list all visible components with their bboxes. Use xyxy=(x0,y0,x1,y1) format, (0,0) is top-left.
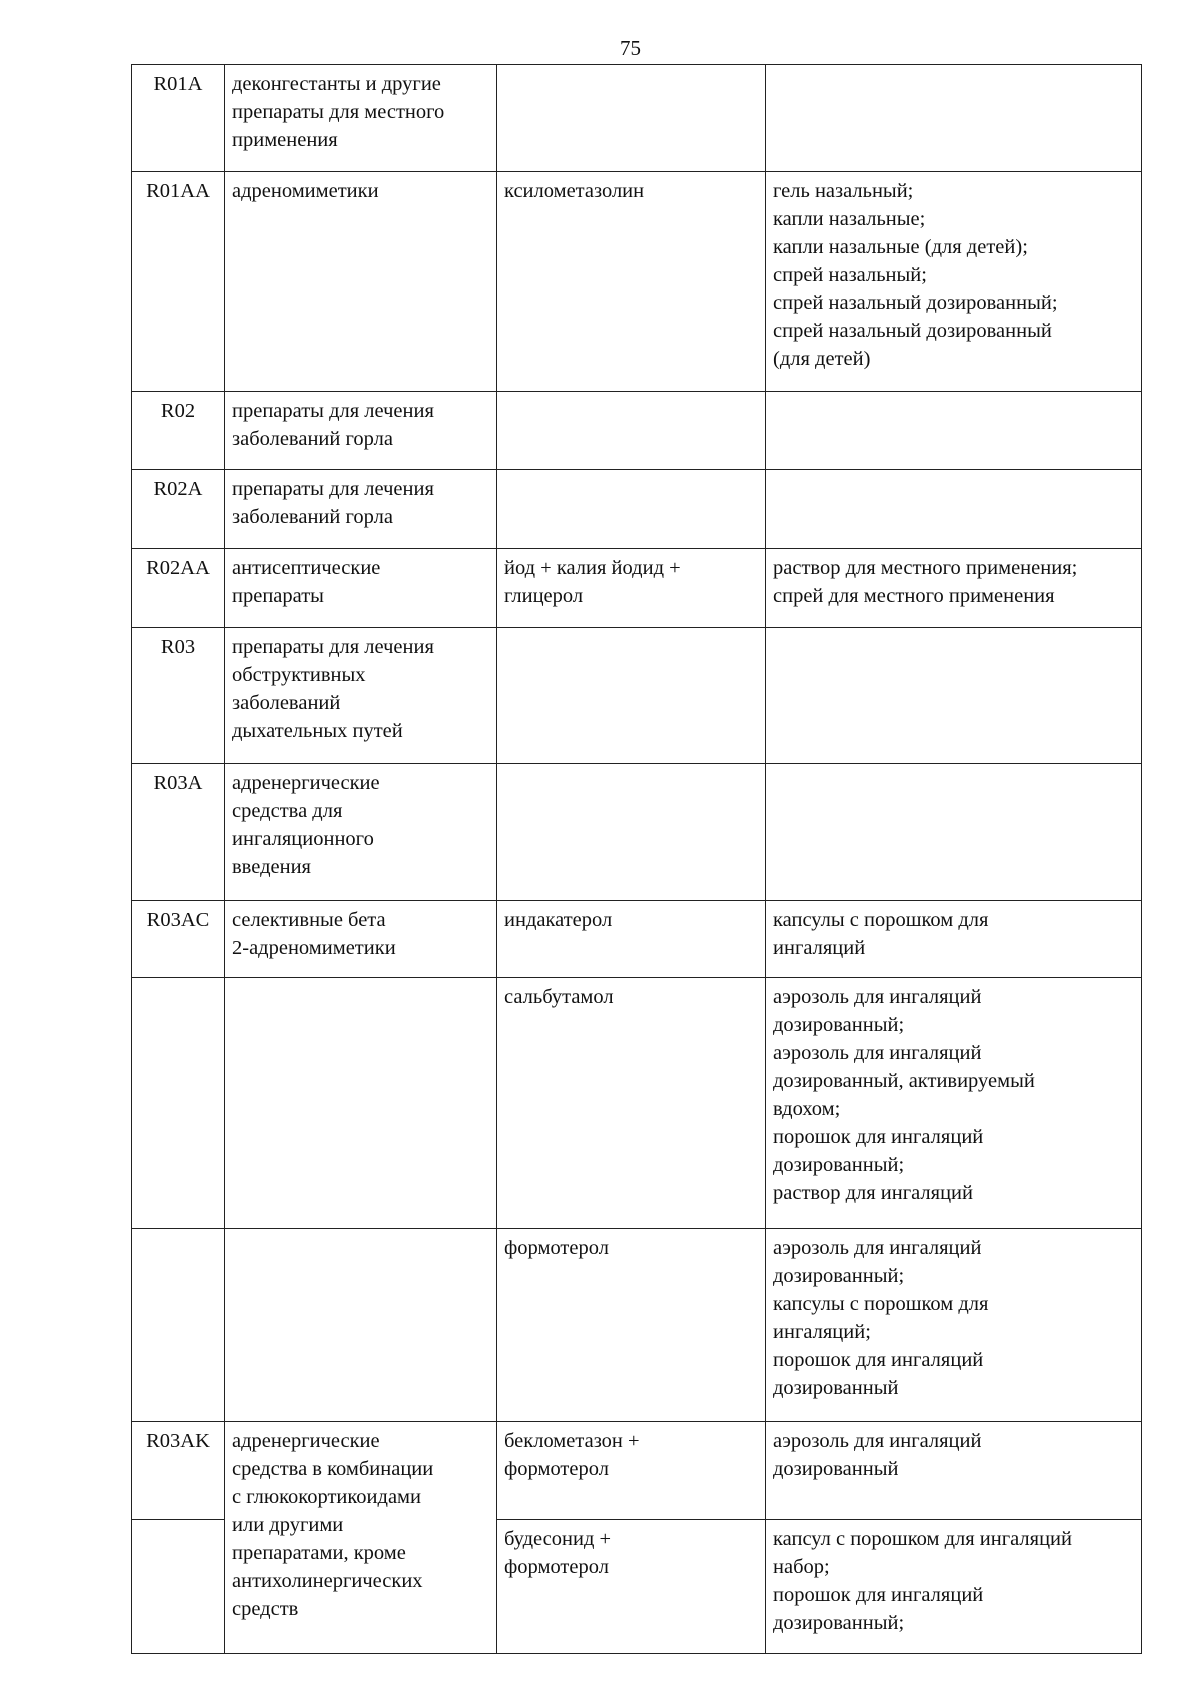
group-name: препараты xyxy=(232,585,324,607)
dosage-form: капли назальные (для детей); xyxy=(773,236,1028,258)
drug-cell xyxy=(497,172,766,392)
table-row xyxy=(132,628,1142,764)
group-name: с глюкокортикоидами xyxy=(232,1486,421,1508)
dosage-form: дозированный; xyxy=(773,1265,905,1287)
drug-cell xyxy=(497,1520,766,1654)
code-cell xyxy=(132,392,225,470)
code-cell xyxy=(132,470,225,549)
group-name: антисептические xyxy=(232,557,381,579)
dosage-form: дозированный; xyxy=(773,1612,905,1634)
drug-table xyxy=(131,64,1142,1654)
group-cell xyxy=(225,628,497,764)
forms-cell xyxy=(766,392,1142,470)
drug-cell xyxy=(497,1422,766,1520)
dosage-form: порошок для ингаляций xyxy=(773,1349,984,1371)
forms-cell xyxy=(766,901,1142,978)
atc-code: R01A xyxy=(153,73,203,95)
forms-cell xyxy=(766,1520,1142,1654)
group-cell xyxy=(225,1229,497,1422)
code-cell xyxy=(132,1229,225,1422)
code-cell xyxy=(132,549,225,628)
code-cell xyxy=(132,65,225,172)
table-row xyxy=(132,549,1142,628)
drug-name: формотерол xyxy=(504,1458,609,1480)
dosage-form: раствор для ингаляций xyxy=(773,1182,973,1204)
drug-cell xyxy=(497,392,766,470)
group-name: средства для xyxy=(232,800,343,822)
drug-name: индакатерол xyxy=(504,909,613,931)
dosage-form: аэрозоль для ингаляций xyxy=(773,1430,982,1452)
atc-code: R03 xyxy=(160,636,196,658)
forms-cell xyxy=(766,764,1142,901)
table-row xyxy=(132,978,1142,1229)
code-cell xyxy=(132,172,225,392)
group-name: дыхательных путей xyxy=(232,720,403,742)
drug-cell xyxy=(497,470,766,549)
drug-cell xyxy=(497,978,766,1229)
dosage-form: аэрозоль для ингаляций xyxy=(773,1042,982,1064)
table-row xyxy=(132,65,1142,172)
forms-cell xyxy=(766,172,1142,392)
atc-code: R03A xyxy=(153,772,203,794)
table-row xyxy=(132,1422,1142,1520)
atc-code: R02 xyxy=(160,400,196,422)
dosage-form: капсулы с порошком для xyxy=(773,909,989,931)
group-cell xyxy=(225,978,497,1229)
dosage-form: спрей назальный; xyxy=(773,264,927,286)
atc-code: R03AC xyxy=(146,909,210,931)
dosage-form: спрей назальный дозированный xyxy=(773,320,1052,342)
atc-code: R02A xyxy=(153,478,203,500)
dosage-form: дозированный; xyxy=(773,1014,905,1036)
dosage-form: порошок для ингаляций xyxy=(773,1584,984,1606)
forms-cell xyxy=(766,1229,1142,1422)
group-cell xyxy=(225,549,497,628)
group-cell xyxy=(225,1422,497,1654)
forms-cell xyxy=(766,470,1142,549)
group-name: ингаляционного xyxy=(232,828,374,850)
group-cell xyxy=(225,172,497,392)
table-row xyxy=(132,901,1142,978)
forms-cell xyxy=(766,978,1142,1229)
group-name: препараты для лечения xyxy=(232,400,434,422)
group-cell xyxy=(225,901,497,978)
group-name: деконгестанты и другие xyxy=(232,73,441,95)
drug-name: формотерол xyxy=(504,1237,609,1259)
group-name: применения xyxy=(232,129,338,151)
drug-name: сальбутамол xyxy=(504,986,614,1008)
drug-cell xyxy=(497,1229,766,1422)
group-name: средств xyxy=(232,1598,299,1620)
table-row xyxy=(132,172,1142,392)
dosage-form: ингаляций xyxy=(773,937,866,959)
dosage-form: дозированный xyxy=(773,1377,899,1399)
forms-cell xyxy=(766,549,1142,628)
drug-cell xyxy=(497,764,766,901)
dosage-form: раствор для местного применения; xyxy=(773,557,1078,579)
dosage-form: порошок для ингаляций xyxy=(773,1126,984,1148)
atc-code: R03AK xyxy=(146,1430,210,1452)
group-name: адреномиметики xyxy=(232,180,379,202)
dosage-form: набор; xyxy=(773,1556,830,1578)
dosage-form: ингаляций; xyxy=(773,1321,871,1343)
atc-code: R02AA xyxy=(146,557,210,579)
table-row xyxy=(132,1229,1142,1422)
code-cell xyxy=(132,764,225,901)
drug-name: формотерол xyxy=(504,1556,609,1578)
group-name: препараты для местного xyxy=(232,101,445,123)
dosage-form: дозированный xyxy=(773,1458,899,1480)
dosage-form: гель назальный; xyxy=(773,180,914,202)
group-name: селективные бета xyxy=(232,909,386,931)
group-name: обструктивных xyxy=(232,664,366,686)
group-cell xyxy=(225,392,497,470)
group-name: заболеваний горла xyxy=(232,506,393,528)
dosage-form: аэрозоль для ингаляций xyxy=(773,1237,982,1259)
group-name: 2-адреномиметики xyxy=(232,937,396,959)
group-name: введения xyxy=(232,856,311,878)
table-row xyxy=(132,764,1142,901)
drug-cell xyxy=(497,628,766,764)
dosage-form: спрей для местного применения xyxy=(773,585,1055,607)
dosage-form: спрей назальный дозированный; xyxy=(773,292,1058,314)
table-row xyxy=(132,392,1142,470)
code-cell xyxy=(132,901,225,978)
dosage-form: дозированный, активируемый xyxy=(773,1070,1035,1092)
dosage-form: капли назальные; xyxy=(773,208,926,230)
dosage-form: вдохом; xyxy=(773,1098,841,1120)
group-name: средства в комбинации xyxy=(232,1458,434,1480)
drug-name: будесонид + xyxy=(504,1528,612,1550)
group-name: или другими xyxy=(232,1514,344,1536)
code-cell xyxy=(132,1422,225,1520)
group-name: заболеваний xyxy=(232,692,341,714)
group-name: антихолинергических xyxy=(232,1570,423,1592)
drug-cell xyxy=(497,549,766,628)
drug-name: ксилометазолин xyxy=(504,180,645,202)
drug-name: беклометазон + xyxy=(504,1430,640,1452)
code-cell xyxy=(132,978,225,1229)
drug-cell xyxy=(497,901,766,978)
drug-name: йод + калия йодид + xyxy=(504,557,681,579)
group-cell xyxy=(225,764,497,901)
group-name: препараты для лечения xyxy=(232,636,434,658)
table-row xyxy=(132,470,1142,549)
group-name: заболеваний горла xyxy=(232,428,393,450)
group-name: адренергические xyxy=(232,772,380,794)
drug-cell xyxy=(497,65,766,172)
forms-cell xyxy=(766,628,1142,764)
code-cell xyxy=(132,628,225,764)
group-cell xyxy=(225,470,497,549)
drug-name: глицерол xyxy=(504,585,584,607)
dosage-form: (для детей) xyxy=(773,348,871,370)
forms-cell xyxy=(766,65,1142,172)
group-name: адренергические xyxy=(232,1430,380,1452)
dosage-form: капсул с порошком для ингаляций xyxy=(773,1528,1073,1550)
forms-cell xyxy=(766,1422,1142,1520)
group-name: препаратами, кроме xyxy=(232,1542,406,1564)
dosage-form: капсулы с порошком для xyxy=(773,1293,989,1315)
atc-code: R01AA xyxy=(146,180,210,202)
code-cell xyxy=(132,1520,225,1654)
dosage-form: аэрозоль для ингаляций xyxy=(773,986,982,1008)
group-cell xyxy=(225,65,497,172)
page-number: 75 xyxy=(620,36,641,60)
group-name: препараты для лечения xyxy=(232,478,434,500)
dosage-form: дозированный; xyxy=(773,1154,905,1176)
